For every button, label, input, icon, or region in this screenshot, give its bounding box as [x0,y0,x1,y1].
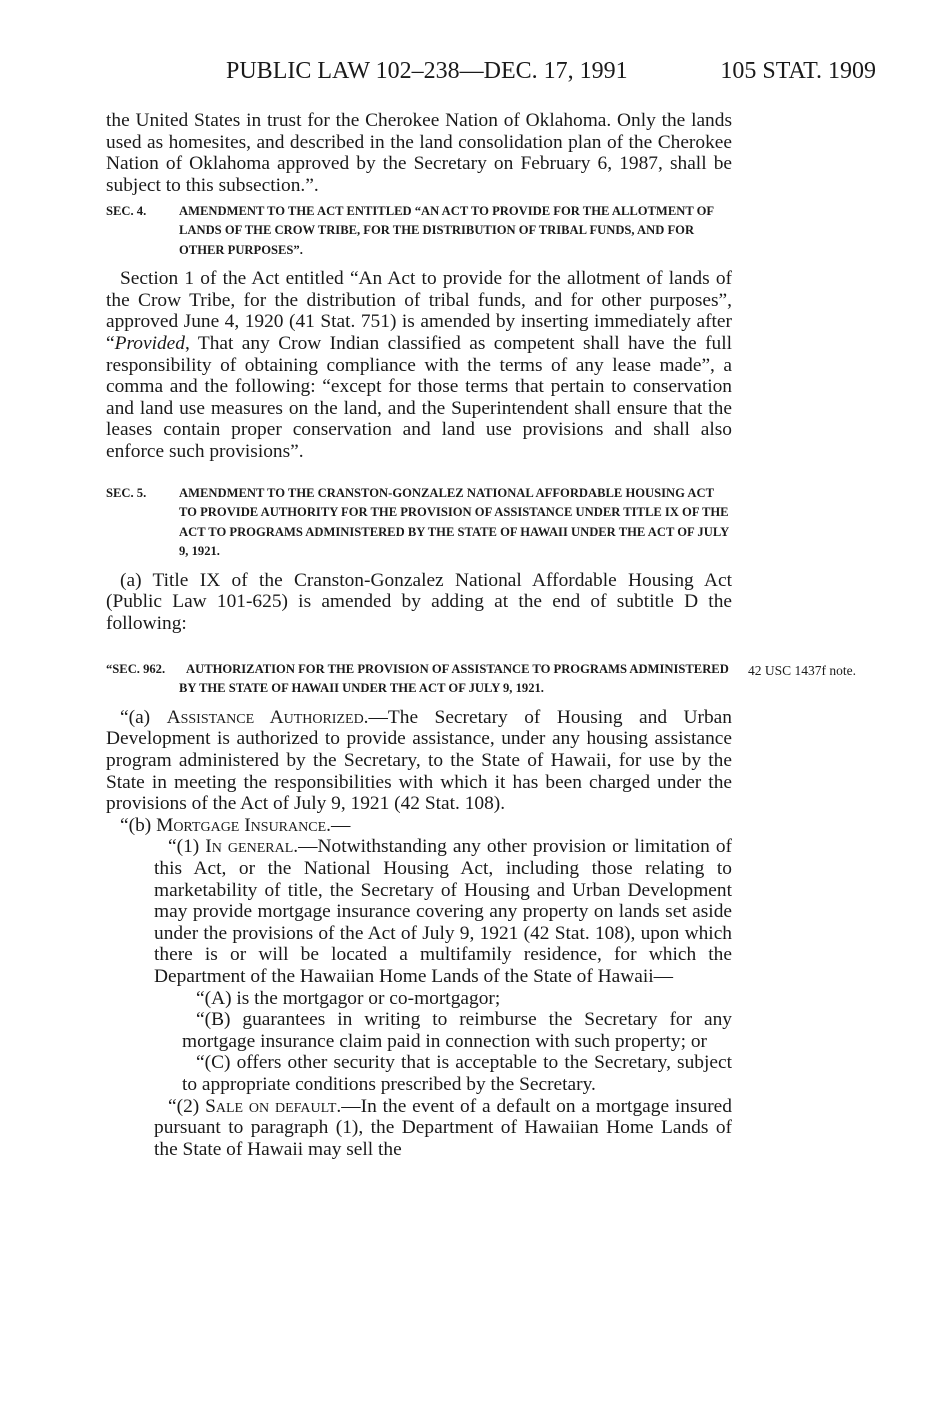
running-header [0,58,948,98]
paragraph-2 [106,1096,732,1161]
section-5 [106,484,732,634]
section-heading [106,202,732,260]
section-number: SEC. 4. [106,204,147,218]
section-962 [106,660,732,1160]
paragraph: (a) Title IX of the Cranston-Gonzalez National Affordable Housing Act (Public Law 101-625) is amended by adding at the end of subtitle D the following: [106,569,732,634]
paragraph-1 [106,836,732,987]
subparagraph-B: “(B) guarantees in writing to reimburse the Secretary for any mortgage insurance claim paid in connection with such property; or [182,1009,732,1052]
paragraph-1-text: “(1) In general.—Notwithstanding any other provision or limitation of this Act, or the National Housing Act, including those relating to marketability of title, the Secretary of Housing and Urban Development may provide mortgage insurance covering any property on lands set aside under the provisions of the Act of July 9, 1921 (42 Stat. 108), upon which there is or will be located a multifamily residence, for which the Department of the Hawaiian Home Lands of the State of Hawaii— [154,836,732,987]
section-number: SEC. 5. [106,486,147,500]
section-number: “SEC. 962. [106,662,166,676]
header-stat-page: 105 STAT. 1909 [720,58,876,84]
section-heading [106,660,732,699]
subparagraph-A: “(A) is the mortgagor or co-mortgagor; [196,987,501,1009]
subparagraph-C: “(C) offers other security that is acceptable to the Secretary, subject to appropriate conditions prescribed by the Secretary. [182,1052,732,1095]
paragraph-2-text: “(2) Sale on default.—In the event of a default on a mortgage insured pursuant to paragraph (1), the Department of Hawaiian Home Lands of the State of Hawaii may sell the [154,1095,732,1160]
subsection-a: “(a) Assistance Authorized.—The Secretary of Housing and Urban Development is authorized to provide assistance, under any housing assistance program administered by the Secretary, to the State of Hawaii, for use by the State in meeting the responsibilities with which it has been charged under the provisions of the Act of July 9, 1921 (42 Stat. 108). [106,706,732,815]
paragraph: the United States in trust for the Cherokee Nation of Oklahoma. Only the lands used as homesites, and described in the land consolidation plan of the Cherokee Nation of Oklahoma approved by the Secretary on February 6, 1987, shall be subject to this subsection.”. [106,110,732,196]
subsection-b: “(b) Mortgage Insurance.— [120,814,351,836]
header-title: PUBLIC LAW 102–238—DEC. 17, 1991 [226,58,628,84]
margin-note: 42 USC 1437f note. [748,663,856,678]
paragraph: Section 1 of the Act entitled “An Act to provide for the allotment of lands of the Crow Tribe, for the distribution of tribal funds, and for other purposes”, approved June 4, 1920 (41 Stat. 751) is amended by inserting immediately after “Provided, That any Crow Indian classified as competent shall have the full responsibility of obtaining compliance with the terms of any lease made”, a comma and the following: “except for those terms that pertain to conservation and land use measures on the land, and the Superintendent shall ensure that the leases contain proper conservation and land use provisions and shall also enforce such provisions”. [106,268,732,462]
section-title: AUTHORIZATION FOR THE PROVISION OF ASSISTANCE TO PROGRAMS ADMINISTERED BY THE STATE OF HAWAII UNDER THE ACT OF JULY 9, 1921. [179,662,729,696]
section-title: AMENDMENT TO THE CRANSTON-GONZALEZ NATIONAL AFFORDABLE HOUSING ACT TO PROVIDE AUTHORITY FOR THE PROVISION OF ASSISTANCE UNDER TITLE IX OF THE ACT TO PROGRAMS ADMINISTERED BY THE STATE OF HAWAII UNDER THE ACT OF JULY 9, 1921. [179,486,729,559]
subparagraphs [106,988,732,1096]
section-heading [106,484,732,562]
section-title: AMENDMENT TO THE ACT ENTITLED “AN ACT TO PROVIDE FOR THE ALLOTMENT OF LANDS OF THE CROW TRIBE, FOR THE DISTRIBUTION OF TRIBAL FUNDS, AND FOR OTHER PURPOSES”. [179,204,714,257]
continued-paragraph [106,110,732,196]
section-4 [106,202,732,463]
